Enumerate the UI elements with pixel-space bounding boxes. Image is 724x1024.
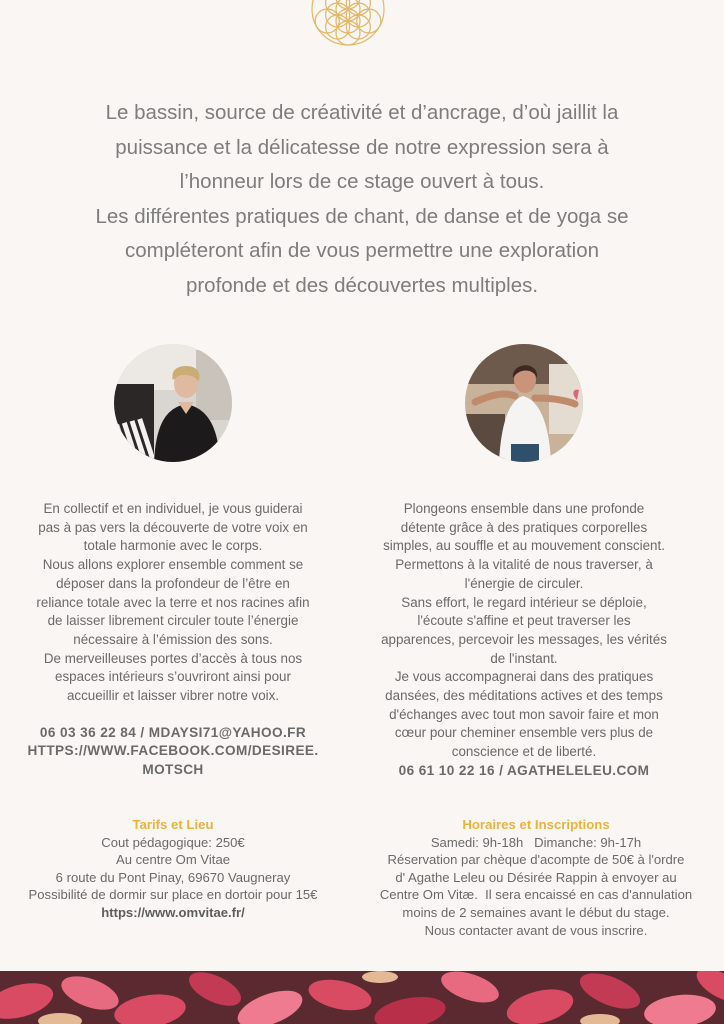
- text-line: Je vous accompagnerai dans des pratiques: [394, 669, 654, 685]
- text-line: accueillir et laisser vibrer notre voix.: [66, 688, 280, 704]
- tarifs-line: Cout pédagogique: 250€: [101, 834, 245, 850]
- horaires-line: Réservation par chèque d'acompte de 50€ à l'ordre: [387, 852, 685, 868]
- horaires-line: Centre Om Vitæ. Il sera encaissé en cas d'annulation: [379, 887, 693, 903]
- horaires-line: moins de 2 semaines avant le début du stage.: [402, 904, 670, 920]
- horaires-line: Samedi: 9h-18h Dimanche: 9h-17h: [430, 834, 642, 850]
- tarifs-section: [3, 816, 343, 922]
- text-line: simples, au souffle et au mouvement conscient.: [383, 538, 665, 554]
- intro-line: Le bassin, source de créativité et d’ancrage, d’où jaillit la: [105, 101, 619, 124]
- tarifs-line: Possibilité de dormir sur place en dortoir pour 15€: [28, 887, 318, 903]
- left-contact-phone-email[interactable]: 06 03 36 22 84 / MDAYSI71@YAHOO.FR: [39, 724, 307, 740]
- text-line: cœur pour cheminer ensemble vers plus de: [394, 725, 654, 741]
- text-line: Sans effort, le regard intérieur se déploie,: [401, 594, 647, 610]
- text-line: reliance totale avec la terre et nos racines afin: [36, 594, 310, 610]
- text-line: Plongeons ensemble dans une profonde: [403, 501, 645, 516]
- portrait-pianist: [114, 344, 232, 462]
- text-line: Nous allons explorer ensemble comment se: [42, 557, 304, 573]
- horaires-title: Horaires et Inscriptions: [462, 817, 610, 832]
- horaires-line: Nous contacter avant de vous inscrire.: [424, 922, 648, 938]
- text-line: apparences, percevoir les messages, les vérités: [381, 631, 667, 647]
- right-description: [364, 500, 684, 781]
- intro-line: Les différentes pratiques de chant, de danse et de yoga se: [95, 204, 629, 228]
- horaires-line: d' Agathe Leleu ou Désirée Rappin à envoyer au: [395, 869, 677, 885]
- text-line: espaces intérieurs s’ouvriront ainsi pour: [55, 669, 291, 685]
- text-line: totale harmonie avec le corps.: [83, 538, 263, 554]
- text-line: En collectif et en individuel, je vous guiderai: [43, 501, 303, 516]
- text-line: De merveilleuses portes d’accès à tous nos: [43, 650, 303, 666]
- horaires-section: [364, 816, 708, 939]
- left-contact-facebook-link[interactable]: HTTPS://WWW.FACEBOOK.COM/DESIREE.: [27, 743, 319, 759]
- left-description: [13, 500, 333, 780]
- intro-line: compléteront afin de vous permettre une exploration: [124, 239, 600, 263]
- text-line: de laisser librement circuler toute l’énergie: [47, 613, 299, 629]
- text-line: conscience et de liberté.: [451, 744, 597, 760]
- tarifs-line: 6 route du Pont Pinay, 69670 Vaugneray: [55, 869, 291, 885]
- text-line: dansées, des méditations actives et des temps: [385, 688, 663, 704]
- right-contact-phone-website[interactable]: 06 61 10 22 16 / AGATHELELEU.COM: [398, 762, 650, 778]
- portrait-dancer: [465, 344, 583, 462]
- tarifs-title: Tarifs et Lieu: [132, 817, 214, 832]
- text-line: pas à pas vers la découverte de votre voix en: [38, 519, 308, 535]
- flower-of-life-icon: [311, 0, 385, 46]
- tarifs-line: Au centre Om Vitae: [115, 852, 231, 868]
- text-line: l'énergie de circuler.: [464, 575, 584, 591]
- left-contact-facebook-link-cont[interactable]: MOTSCH: [142, 762, 204, 778]
- intro-line: profonde et des découvertes multiples.: [185, 273, 539, 297]
- omvitae-link[interactable]: https://www.omvitae.fr/: [101, 904, 245, 920]
- text-line: Permettons à la vitalité de nous traverser, à: [395, 557, 653, 573]
- intro-text: [40, 96, 684, 304]
- text-line: détente grâce à des pratiques corporelles: [400, 519, 648, 535]
- intro-line: puissance et la délicatesse de notre expression sera à: [115, 135, 609, 159]
- intro-line: l’honneur lors de ce stage ouvert à tous.: [179, 170, 545, 194]
- text-line: déposer dans la profondeur de l’être en: [56, 575, 290, 591]
- text-line: l'écoute s'affine et peut traverser les: [417, 613, 631, 629]
- text-line: de l'instant.: [490, 650, 558, 666]
- rose-petals-image: [0, 971, 724, 1024]
- text-line: nécessaire à l’émission des sons.: [73, 631, 273, 647]
- text-line: d'échanges avec tout mon savoir faire et mon: [389, 706, 659, 722]
